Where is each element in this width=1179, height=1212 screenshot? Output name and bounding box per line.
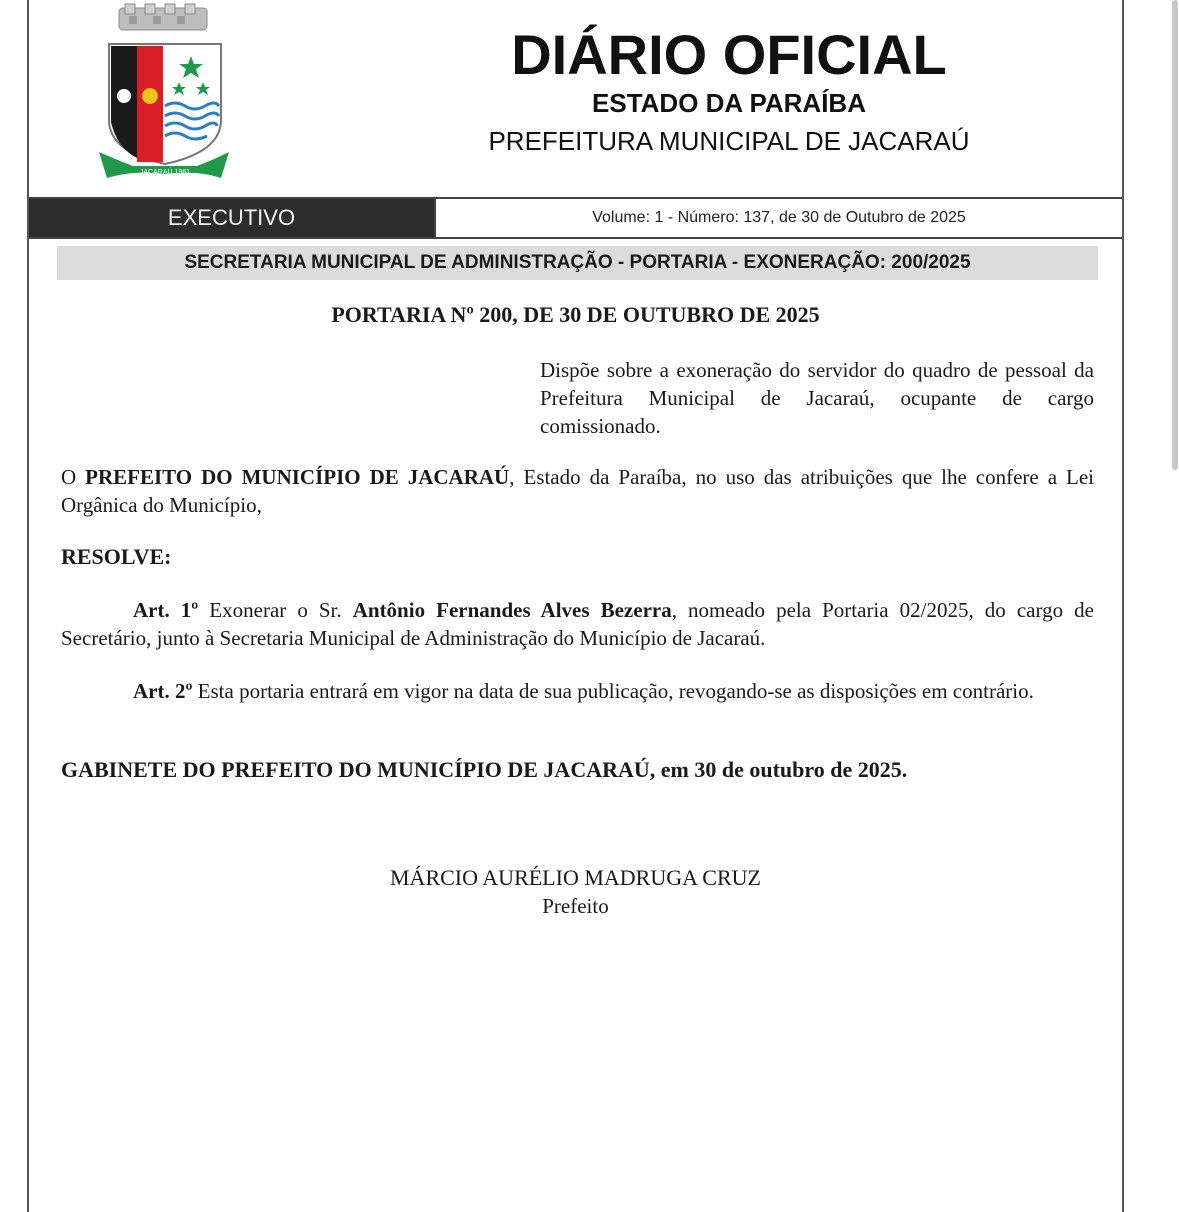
secretariat-band: SECRETARIA MUNICIPAL DE ADMINISTRAÇÃO - PORTARIA - EXONERAÇÃO: 200/2025 <box>57 246 1098 280</box>
emblem-ribbon-text: JACARAÚ 1961 <box>139 169 191 176</box>
scrollbar[interactable] <box>1172 0 1178 470</box>
article-2 <box>61 677 1094 705</box>
state-name: ESTADO DA PARAÍBA <box>592 88 866 118</box>
article-1-pre: Exonerar o Sr. <box>198 598 353 622</box>
edition-bar <box>29 197 1122 239</box>
article-2-text: Esta portaria entrará em vigor na data de sua publicação, revogando-se as disposições em contrário. <box>192 679 1034 703</box>
municipality-name: PREFEITURA MUNICIPAL DE JACARAÚ <box>488 126 970 156</box>
signer-role: Prefeito <box>542 894 609 918</box>
article-1 <box>61 596 1094 652</box>
ordinance-summary: Dispõe sobre a exoneração do servidor do quadro de pessoal da Prefeitura Municipal de Jacaraú, ocupante de cargo comissionado. <box>540 358 1094 438</box>
document-page <box>27 0 1124 1212</box>
article-2-label: Art. 2º <box>133 679 193 703</box>
section-label: EXECUTIVO <box>29 199 436 237</box>
intro-rest: , Estado da Paraíba, no uso das atribuições que lhe confere a Lei Orgânica do Município, <box>61 465 1094 517</box>
edition-info: Volume: 1 - Número: 137, de 30 de Outubro de 2025 <box>592 209 966 226</box>
ordinance-heading: PORTARIA Nº 200, DE 30 DE OUTUBRO DE 2025 <box>331 302 820 327</box>
article-1-post: , nomeado pela Portaria 02/2025, do cargo de Secretário, junto à Secretaria Municipal de Administração do Município de Jacaraú. <box>61 598 1095 650</box>
resolve-label: RESOLVE: <box>61 544 172 569</box>
closing-line: GABINETE DO PREFEITO DO MUNICÍPIO DE JACARAÚ, em 30 de outubro de 2025. <box>61 757 908 782</box>
gazette-title: DIÁRIO OFICIAL <box>511 23 947 86</box>
intro-paragraph <box>61 463 1094 519</box>
municipal-coat-of-arms-icon <box>97 2 232 184</box>
intro-prefix: O <box>61 465 86 489</box>
article-1-name: Antônio Fernandes Alves Bezerra <box>352 598 672 622</box>
signer-name: MÁRCIO AURÉLIO MADRUGA CRUZ <box>390 865 761 890</box>
article-1-label: Art. 1º <box>133 598 199 622</box>
intro-authority: PREFEITO DO MUNICÍPIO DE JACARAÚ <box>85 465 510 489</box>
